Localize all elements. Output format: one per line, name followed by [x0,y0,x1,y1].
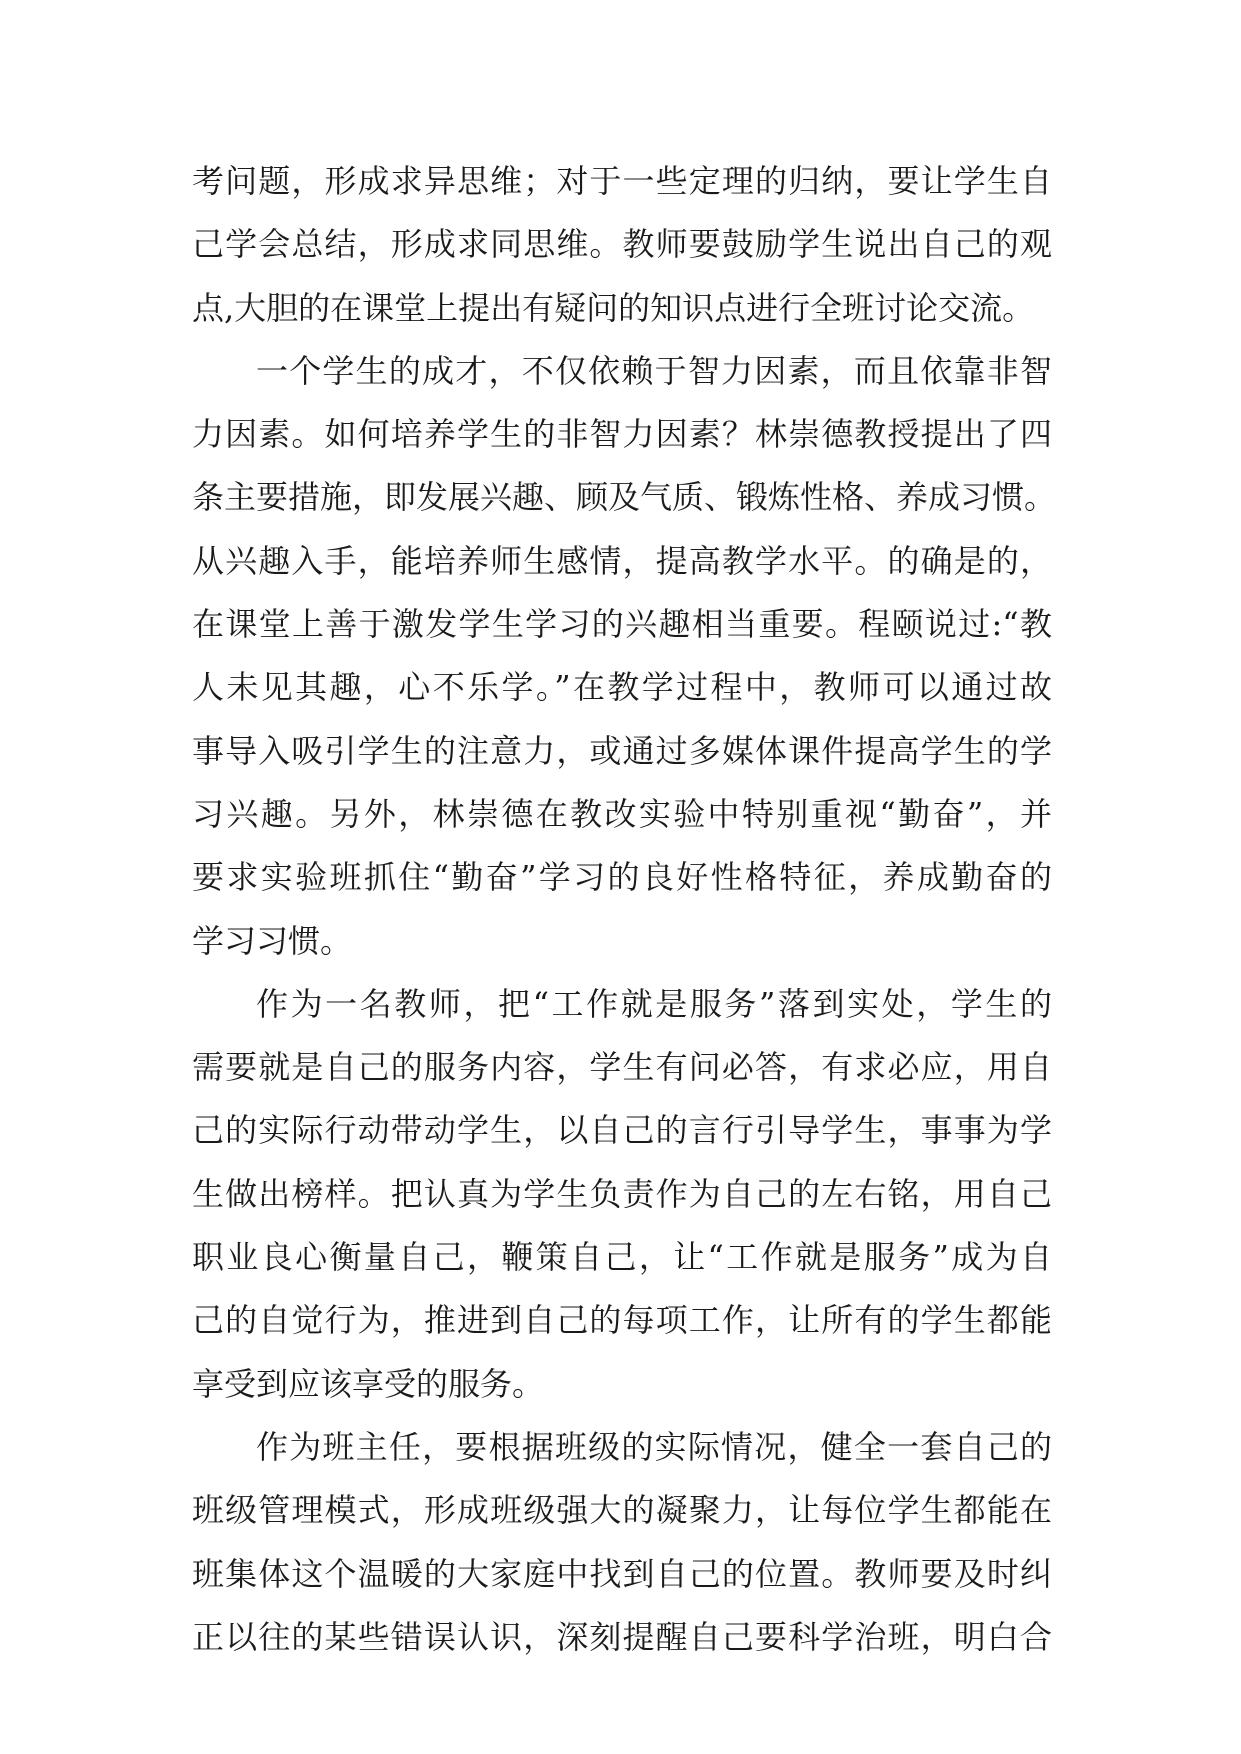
text-line: 职业良心衡量自己，鞭策自己，让“工作就是服务”成为自 [192,1238,1052,1277]
text-line: 从兴趣入手，能培养师生感情，提高教学水平。的确是的， [192,541,1052,580]
text-line: 己的自觉行为，推进到自己的每项工作，让所有的学生都能 [192,1301,1052,1340]
text-line: 学习习惯。 [192,921,353,960]
text-line: 在课堂上善于激发学生学习的兴趣相当重要。程颐说过:“教 [192,605,1052,644]
body-text [192,150,1057,1669]
text-line: 己学会总结，形成求同思维。教师要鼓励学生说出自己的观 [192,225,1052,264]
text-line: 享受到应该享受的服务。 [192,1364,545,1403]
text-line: 事导入吸引学生的注意力，或通过多媒体课件提高学生的学 [192,731,1052,770]
text-line: 人未见其趣，心不乐学。”在教学过程中，教师可以通过故 [192,668,1052,707]
text-line: 正以往的某些错误认识，深刻提醒自己要科学治班，明白合 [192,1617,1052,1656]
text-line: 班集体这个温暖的大家庭中找到自己的位置。教师要及时纠 [192,1554,1052,1593]
paragraph-first-line: 作为班主任，要根据班级的实际情况，健全一套自己的 [256,1427,1052,1466]
text-line: 班级管理模式，形成班级强大的凝聚力，让每位学生都能在 [192,1491,1052,1530]
text-line: 考问题，形成求异思维；对于一些定理的归纳，要让学生自 [192,162,1052,200]
text-line: 点,大胆的在课堂上提出有疑问的知识点进行全班讨论交流。 [192,288,1035,327]
text-line: 要求实验班抓住“勤奋”学习的良好性格特征，养成勤奋的 [192,858,1052,897]
text-line: 生做出榜样。把认真为学生负责作为自己的左右铭，用自己 [192,1174,1052,1213]
text-line: 需要就是自己的服务内容，学生有问必答，有求必应，用自 [192,1048,1052,1087]
text-line: 条主要措施，即发展兴趣、顾及气质、锻炼性格、养成习惯。 [192,478,1057,517]
text-line: 力因素。如何培养学生的非智力因素？林崇德教授提出了四 [192,415,1052,454]
paragraph-first-line: 作为一名教师，把“工作就是服务”落到实处，学生的 [256,984,1052,1023]
text-line: 己的实际行动带动学生，以自己的言行引导学生，事事为学 [192,1111,1052,1150]
text-line: 习兴趣。另外，林崇德在教改实验中特别重视“勤奋”，并 [192,794,1052,833]
paragraph-first-line: 一个学生的成才，不仅依赖于智力因素，而且依靠非智 [256,351,1052,390]
